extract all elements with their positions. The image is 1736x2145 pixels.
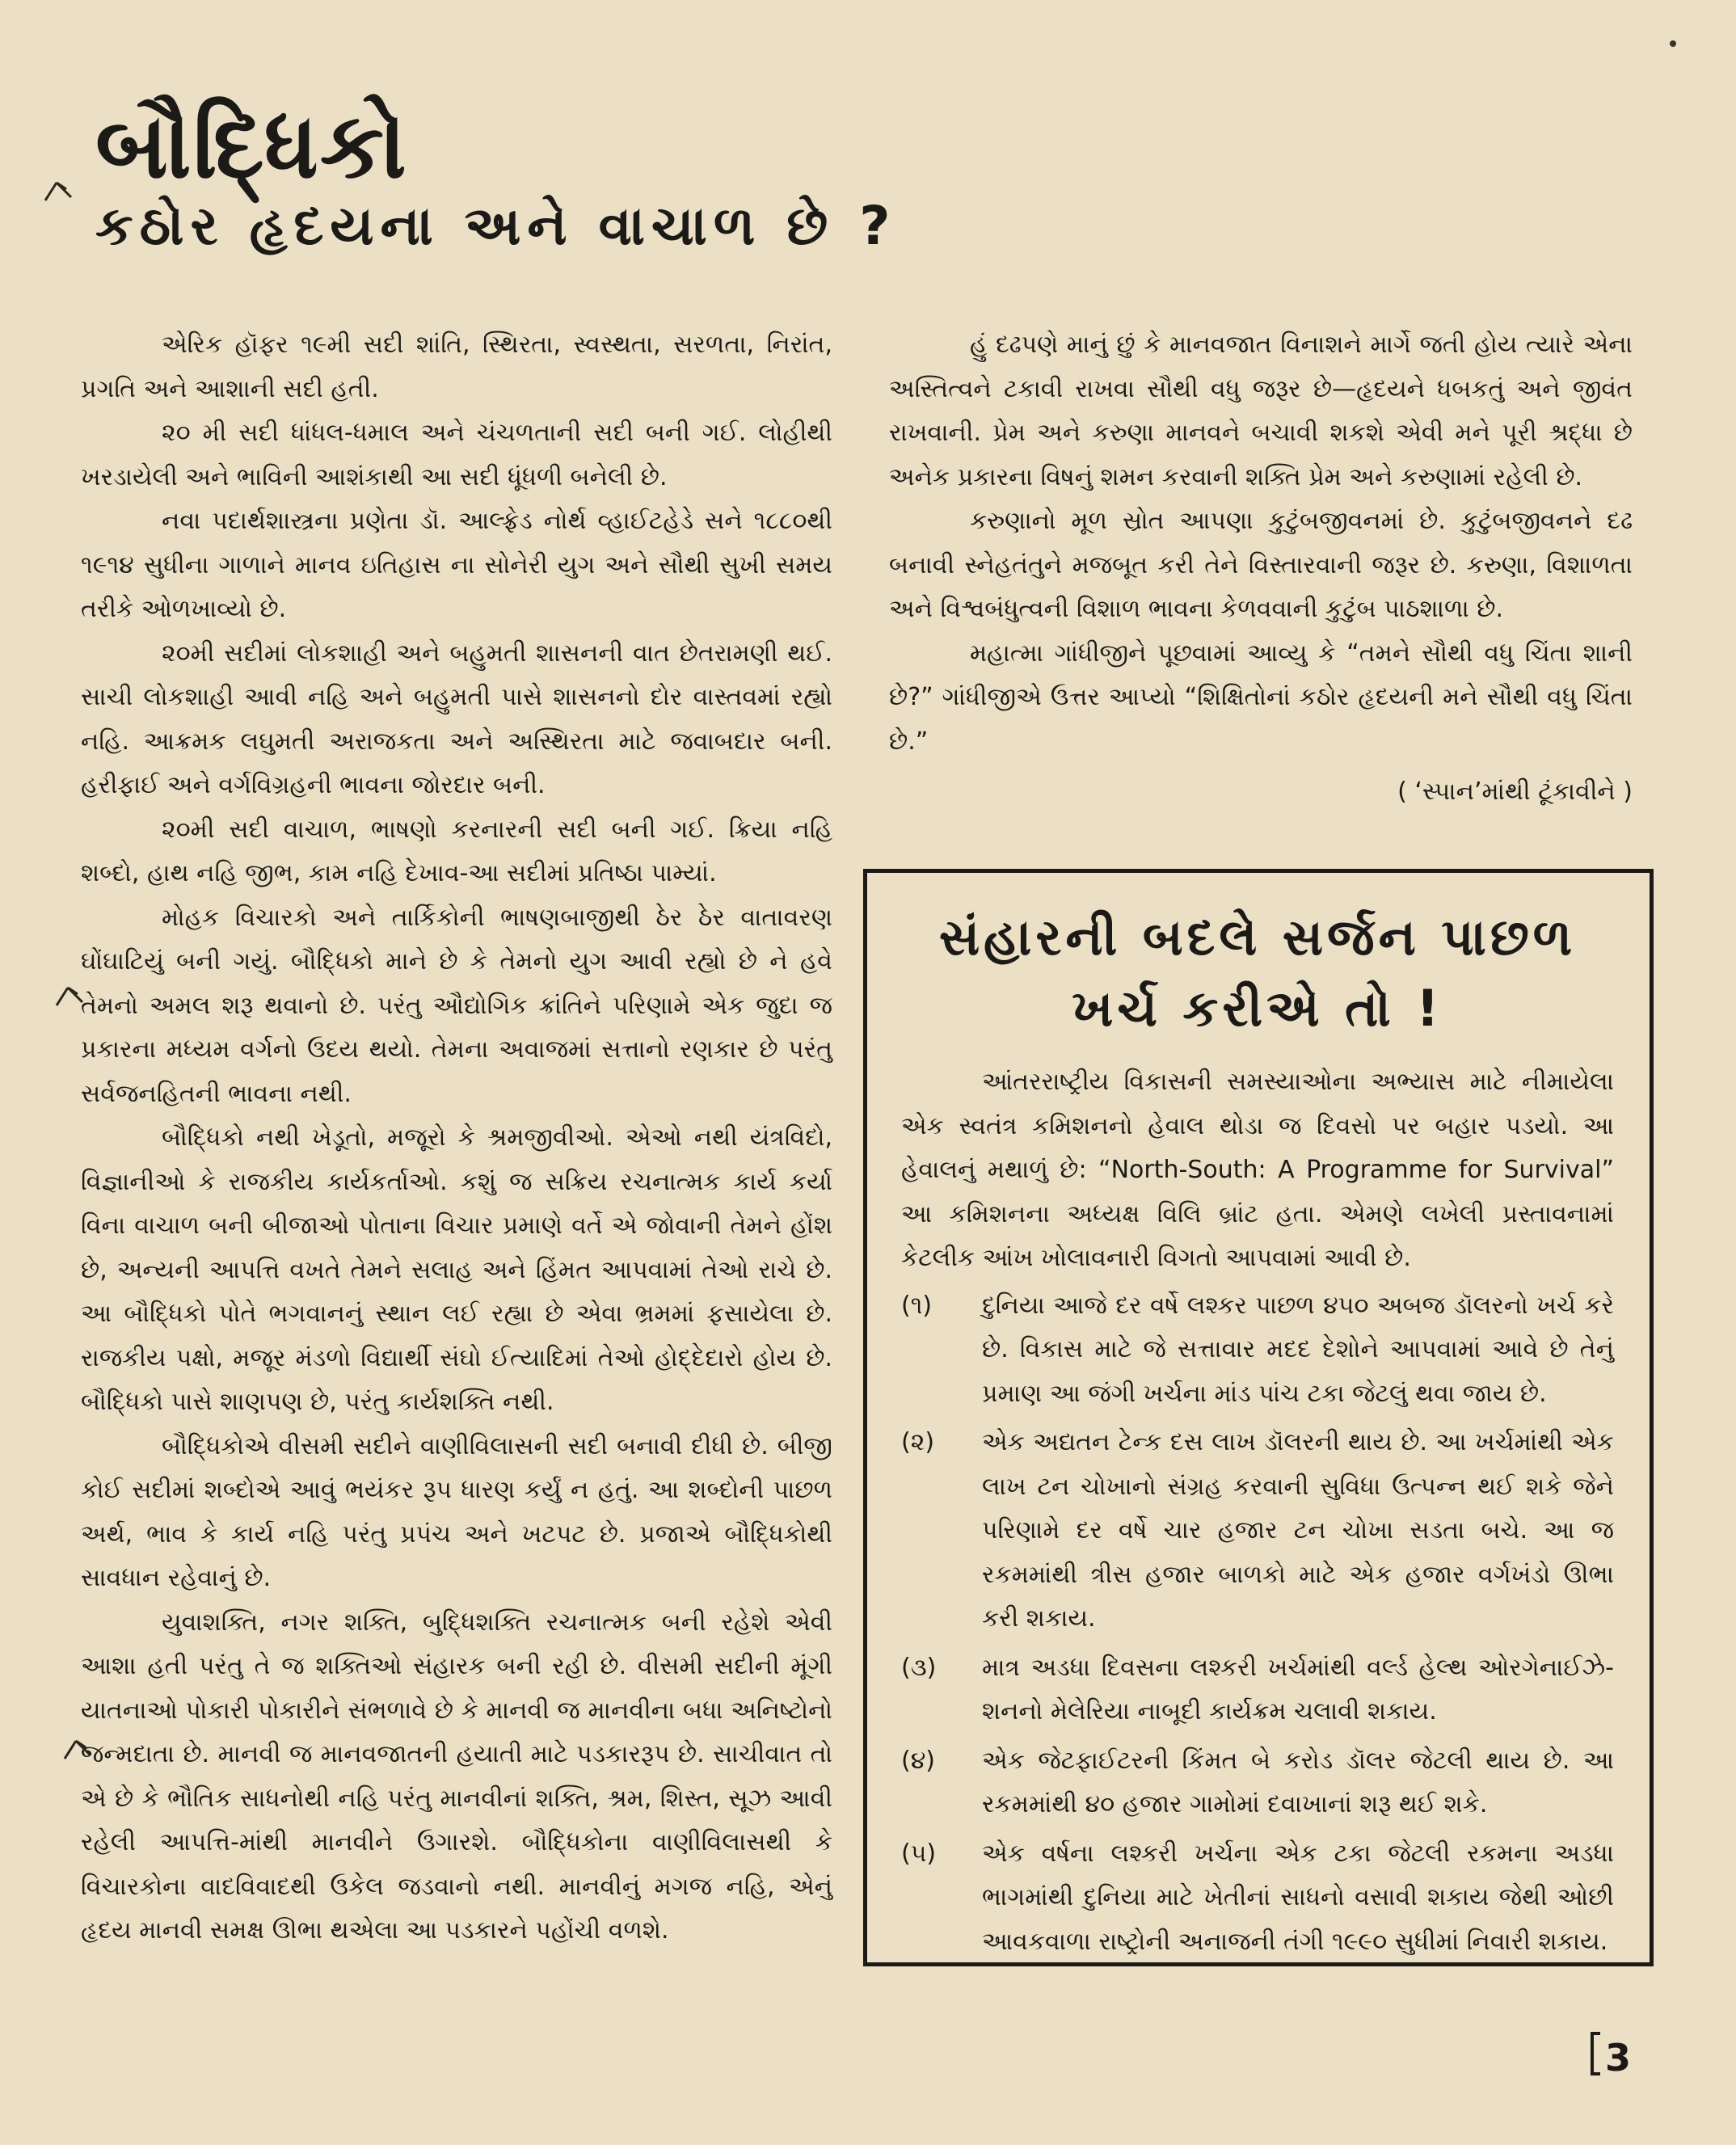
paragraph: ૨૦મી સદી વાચાળ, ભાષણો કરનારની સદી બની ગઈ. ક્રિયા નહિ શબ્દો, હાથ નહિ જીભ, કામ નહિ દેખાવ-આ સદીમાં પ્રતિષ્ઠા પામ્યાં. — [81, 815, 832, 887]
page-number-text: 3 — [1605, 2036, 1632, 2080]
list-item — [901, 1832, 1614, 1965]
right-column — [889, 323, 1633, 815]
speck-mark — [1670, 40, 1676, 47]
list-item — [901, 1284, 1614, 1417]
list-item — [901, 1739, 1614, 1827]
margin-tick-icon — [61, 1738, 94, 1762]
list-number: (૧) — [901, 1291, 933, 1320]
list-text: એક અદ્યતન ટેન્ક દસ લાખ ડૉલરની થાય છે. આ ખર્ચમાંથી એક લાખ ટન ચોખાનો સંગ્રહ કરવાની સુવિધા ઉત્પન્ન થઈ શકે જેને પરિણામે દર વર્ષે ચાર હજાર ટન ચોખા સડતા બચે. આ જ રકમમાંથી ત્રીસ હજાર બાળકો માટે એક હજાર વર્ગખંડો ઊભા કરી શકાય. — [982, 1428, 1614, 1633]
margin-tick-icon — [53, 984, 86, 1009]
paragraph: યુવાશક્તિ, નગર શક્તિ, બુદ્ધિશક્તિ રચનાત્મક બની રહેશે એવી આશા હતી પરંતુ તે જ શક્તિઓ સંહારક બની રહી છે. વીસમી સદીની મૂંગી યાતનાઓ પોકારી પોકારીને સંભળાવે છે કે માનવી જ માનવીના બધા અનિષ્ટોનો જન્મદાતા છે. માનવી જ માનવજાતની હયાતી માટે પડકારરૂપ છે. સાચીવાત તો એ છે કે ભૌતિક સાધનોથી નહિ પરંતુ માનવીનાં શક્તિ, શ્રમ, શિસ્ત, સૂઝ આવી રહેલી આપત્તિ-માંથી માનવીને ઉગારશે. બૌદ્ધિકોના વાણીવિલાસથી કે વિચારકોના વાદવિવાદથી ઉકેલ જડવાનો નથી. માનવીનું મગજ નહિ, એનું હૃદય માનવી સમક્ષ ઊભા થએલા આ પડકારને પહોંચી વળશે. — [81, 1608, 832, 1945]
list-text: એક વર્ષના લશ્કરી ખર્ચના એક ટકા જેટલી રકમના અડધા ભાગમાંથી દુનિયા માટે ખેતીનાં સાધનો વસાવી શકાય જેથી ઓછી આવકવાળા રાષ્ટ્રોની અનાજની તંગી ૧૯૯૦ સુધીમાં નિવારી શકાય. — [982, 1839, 1614, 1956]
paragraph: બૌદ્ધિકોએ વીસમી સદીને વાણીવિલાસની સદી બનાવી દીધી છે. બીજી કોઈ સદીમાં શબ્દોએ આવું ભયંકર રૂપ ધારણ કર્યું ન હતું. આ શબ્દોની પાછળ અર્થ, ભાવ કે કાર્ય નહિ પરંતુ પ્રપંચ અને ખટપટ છે. પ્રજાએ બૌદ્ધિકોથી સાવધાન રહેવાનું છે. — [81, 1431, 832, 1592]
paragraph: કરુણાનો મૂળ સ્રોત આપણા કુટુંબજીવનમાં છે. કુટુંબજીવનને દઢ બનાવી સ્નેહતંતુને મજબૂત કરી તેને વિસ્તારવાની જરૂર છે. કરુણા, વિશાળતા અને વિશ્વબંધુત્વની વિશાળ ભાવના કેળવવાની કુટુંબ પાઠશાળા છે. — [889, 507, 1633, 623]
paragraph: બૌદ્ધિકો નથી ખેડૂતો, મજૂરો કે શ્રમજીવીઓ. એઓ નથી યંત્રવિદો, વિજ્ઞાનીઓ કે રાજકીય કાર્યકર્તાઓ. કશું જ સક્રિય રચનાત્મક કાર્ય કર્યા વિના વાચાળ બની બીજાઓ પોતાના વિચાર પ્રમાણે વર્તે એ જોવાની તેમને હોંશ છે, અન્યની આપત્તિ વખતે તેમને સલાહ અને હિંમત આપવામાં તેઓ રાચે છે. આ બૌદ્ધિકો પોતે ભગવાનનું સ્થાન લઈ રહ્યા છે એવા ભ્રમમાં ફસાયેલા છે. રાજકીય પક્ષો, મજૂર મંડળો વિદ્યાર્થી સંઘો ઈત્યાદિમાં તેઓ હોદ્દેદારો હોય છે. બૌદ્ધિકો પાસે શાણપણ છે, પરંતુ કાર્યશક્તિ નથી. — [81, 1123, 832, 1416]
article-subtitle: કઠોર હૃદયના અને વાચાળ છે ? — [95, 195, 897, 257]
page-number — [1591, 2032, 1631, 2080]
list-number: (૩) — [901, 1653, 937, 1682]
list-number: (૫) — [901, 1839, 937, 1868]
list-text: માત્ર અડધા દિવસના લશ્કરી ખર્ચમાંથી વર્લ્ડ હેલ્થ ઓરગેનાઈઝે-શનનો મેલેરિયા નાબૂદી કાર્યક્રમ ચલાવી શકાય. — [982, 1653, 1614, 1726]
box-title: સંહારની બદલે સર્જન પાછળ ખર્ચ કરીએ તો ! — [938, 908, 1577, 1038]
paragraph: નવા પદાર્થશાસ્ત્રના પ્રણેતા ડૉ. આલ્ફ્રેડ નોર્થ વ્હાઈટહેડે સને ૧૮૮૦થી ૧૯૧૪ સુધીના ગાળાને માનવ ઇતિહાસ ના સોનેરી યુગ અને સૌથી સુખી સમય તરીકે ઓળખાવ્યો છે. — [81, 507, 832, 623]
list-item — [901, 1646, 1614, 1734]
source-credit: ( ‘સ્પાન’માંથી ટૂંકાવીને ) — [1397, 778, 1633, 806]
paragraph: ૨૦ મી સદી ધાંધલ-ધમાલ અને ચંચળતાની સદી બની ગઈ. લોહીથી ખરડાયેલી અને ભાવિની આશંકાથી આ સદી ધૂંધળી બનેલી છે. — [81, 419, 832, 491]
list-number: (૪) — [901, 1746, 936, 1775]
list-number: (૨) — [901, 1428, 935, 1456]
list-text: દુનિયા આજે દર વર્ષે લશ્કર પાછળ ૪૫૦ અબજ ડૉલરનો ખર્ચ કરે છે. વિકાસ માટે જે સત્તાવાર મદદ દેશોને આપવામાં આવે છે તેનું પ્રમાણ આ જંગી ખર્ચના માંડ પાંચ ટકા જેટલું થવા જાય છે. — [982, 1291, 1614, 1408]
paragraph: મોહક વિચારકો અને તાર્કિકોની ભાષણબાજીથી ઠેર ઠેર વાતાવરણ ઘોંઘાટિયું બની ગયું. બૌદ્ધિકો માને છે કે તેમનો યુગ આવી રહ્યો છે ને હવે તેમનો અમલ શરૂ થવાનો છે. પરંતુ ઔદ્યોગિક ક્રાંતિને પરિણામે એક જુદા જ પ્રકારના મધ્યમ વર્ગનો ઉદય થયો. તેમના અવાજમાં સત્તાનો રણકાર છે પરંતુ સર્વજનહિતની ભાવના નથી. — [81, 903, 832, 1108]
list-item — [901, 1421, 1614, 1641]
left-column — [81, 323, 832, 1953]
box-intro: આંતરરાષ્ટ્રીય વિકાસની સમસ્યાઓના અભ્યાસ માટે નીમાયેલા એક સ્વતંત્ર કમિશનનો હેવાલ થોડા જ દિવસો પર બહાર પડયો. આ હેવાલનું મથાળું છે: “North-South: A Programme for Survival” આ કમિશનના અધ્યક્ષ વિલિ બ્રાંટ હતા. એમણે લખેલી પ્રસ્તાવનામાં કેટલીક આંખ ખોલાવનારી વિગતો આપવામાં આવી છે. — [901, 1068, 1614, 1272]
sidebar-box — [863, 869, 1654, 1966]
numbered-list — [901, 1284, 1614, 1965]
article-title: બૌદ્ધિકો — [95, 94, 408, 199]
bracket-mark — [1591, 2032, 1600, 2075]
paragraph: એરિક હૉફર ૧૯મી સદી શાંતિ, સ્થિરતા, સ્વસ્થતા, સરળતા, નિરાંત, પ્રગતિ અને આશાની સદી હતી. — [81, 331, 832, 403]
paragraph: હું દઢપણે માનું છું કે માનવજાત વિનાશને માર્ગે જતી હોય ત્યારે એના અસ્તિત્વને ટકાવી રાખવા સૌથી વધુ જરૂર છે—હૃદયને ધબકતું અને જીવંત રાખવાની. પ્રેમ અને કરુણા માનવને બચાવી શકશે એવી મને પૂરી શ્રદ્ધા છે અનેક પ્રકારના વિષનું શમન કરવાની શક્તિ પ્રેમ અને કરુણામાં રહેલી છે. — [889, 331, 1633, 491]
list-text: એક જેટફાઈટરની કિંમત બે કરોડ ડૉલર જેટલી થાય છે. આ રકમમાંથી ૪૦ હજાર ગામોમાં દવાખાનાં શરૂ થઈ શકે. — [982, 1746, 1614, 1818]
margin-tick-icon — [42, 179, 74, 204]
paragraph: ૨૦મી સદીમાં લોકશાહી અને બહુમતી શાસનની વાત છેતરામણી થઈ. સાચી લોકશાહી આવી નહિ અને બહુમતી પાસે શાસનનો દોર વાસ્તવમાં રહ્યો નહિ. આક્રમક લઘુમતી અરાજકતા અને અસ્થિરતા માટે જવાબદાર બની. હરીફાઈ અને વર્ગવિગ્રહની ભાવના જોરદાર બની. — [81, 638, 832, 799]
paragraph: મહાત્મા ગાંધીજીને પૂછવામાં આવ્યુ કે “તમને સૌથી વધુ ચિંતા શાની છે?” ગાંધીજીએ ઉત્તર આપ્યો “શિક્ષિતોનાં કઠોર હૃદયની મને સૌથી વધુ ચિંતા છે.” — [889, 638, 1633, 756]
